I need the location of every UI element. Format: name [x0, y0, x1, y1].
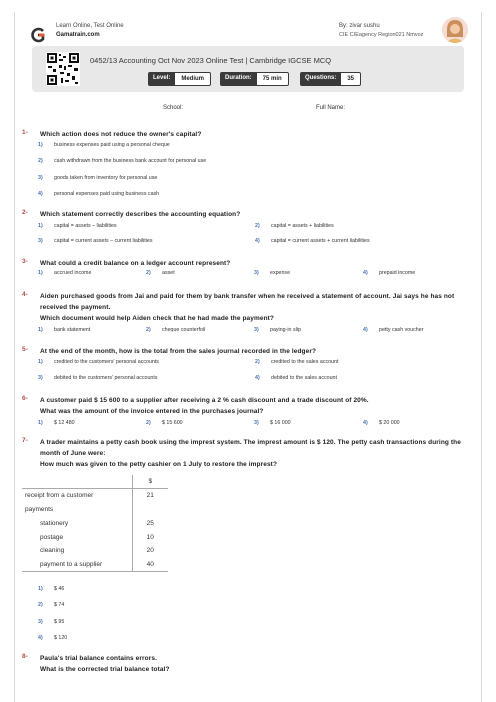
option-3[interactable] — [38, 619, 64, 625]
question-text: Which action does not reduce the owner's capital? — [40, 131, 202, 138]
option-3[interactable] — [254, 270, 290, 276]
questions-label: Questions: — [300, 72, 341, 86]
option-number: 2) — [38, 158, 43, 164]
option-text: capital = current assets – current liabilities — [54, 238, 153, 244]
question-number: 1- — [22, 129, 28, 136]
avatar — [442, 17, 468, 43]
table-row — [22, 530, 168, 544]
option-text: expense — [270, 270, 291, 276]
option-text: paying-in slip — [270, 327, 301, 333]
question-text: At the end of the month, how is the total from the sales journal recorded in the ledger? — [40, 348, 317, 355]
option-number: 1) — [38, 359, 43, 365]
table-row — [22, 489, 168, 503]
option-text: $ 74 — [54, 602, 65, 608]
question-text: Aiden purchased goods from Jai and paid for them by bank transfer when he received a statement of account. Jai says he has not received the payment. — [40, 293, 455, 311]
option-3[interactable] — [38, 238, 152, 244]
table-cell: 10 — [132, 530, 168, 544]
option-text: $ 15 600 — [162, 420, 183, 426]
table-cell: payment to a supplier — [22, 558, 132, 572]
table-cell: payments — [25, 505, 54, 513]
option-text: capital = current assets + current liabilities — [271, 238, 370, 244]
option-number: 4) — [38, 191, 43, 197]
question-subtext: How much was given to the petty cashier on 1 July to restore the imprest? — [40, 461, 278, 468]
option-text: accrued income — [54, 270, 92, 276]
qr-code-icon[interactable] — [46, 52, 80, 86]
option-text: cheque counterfoil — [162, 327, 206, 333]
option-number: 2) — [255, 359, 260, 365]
option-2[interactable] — [255, 223, 334, 229]
question-text: A trader maintains a petty cash book using the imprest system. The imprest amount is $ 120. The petty cash transactions during the month of June were: — [40, 439, 461, 457]
option-3[interactable] — [254, 420, 291, 426]
table-row — [22, 558, 168, 572]
option-1[interactable] — [38, 142, 170, 148]
option-2[interactable] — [146, 270, 175, 276]
school-field-label: School: — [163, 105, 184, 111]
table-header-cell: $ — [132, 475, 168, 489]
duration-chip — [220, 72, 289, 86]
question-subtext: What was the amount of the invoice entered in the purchases journal? — [40, 408, 264, 415]
option-text: goods taken from inventory for personal use — [54, 175, 158, 181]
questions-value: 35 — [341, 72, 361, 86]
fullname-field-label: Full Name: — [316, 105, 346, 111]
option-4[interactable] — [38, 191, 159, 197]
option-number: 1) — [38, 586, 43, 592]
option-text: $ 120 — [54, 635, 68, 641]
option-number: 1) — [38, 420, 43, 426]
table-row — [22, 544, 168, 558]
option-1[interactable] — [38, 359, 159, 365]
option-text: credited to the customers' personal accounts — [54, 359, 159, 365]
question-text: Paula's trial balance contains errors. — [40, 655, 157, 662]
option-number: 3) — [254, 270, 259, 276]
option-number: 4) — [363, 420, 368, 426]
option-number: 1) — [38, 270, 43, 276]
question-subtext: What is the corrected trial balance total? — [40, 666, 170, 673]
table-cell — [22, 475, 132, 489]
option-number: 3) — [38, 175, 43, 181]
option-number: 4) — [255, 238, 260, 244]
option-text: $ 46 — [54, 586, 65, 592]
table-cell: cleaning — [40, 547, 65, 555]
option-text: capital = assets + liabilities — [271, 223, 334, 229]
option-number: 2) — [38, 602, 43, 608]
option-3[interactable] — [38, 175, 157, 181]
table-header-row — [22, 475, 168, 489]
option-3[interactable] — [254, 327, 301, 333]
page-frame — [14, 12, 482, 702]
option-4[interactable] — [363, 327, 423, 333]
option-1[interactable] — [38, 327, 90, 333]
option-number: 3) — [38, 619, 43, 625]
option-text: $ 95 — [54, 619, 65, 625]
option-text: debited to the customers' personal accounts — [54, 375, 158, 381]
table-cell: stationery — [40, 519, 69, 527]
option-1[interactable] — [38, 420, 75, 426]
option-text: capital = assets – liabilities — [54, 223, 117, 229]
avatar-portrait-icon — [442, 17, 468, 43]
option-number: 1) — [38, 142, 43, 148]
test-title: 0452/13 Accounting Oct Nov 2023 Online Test | Cambridge IGCSE MCQ — [90, 56, 332, 65]
option-text: personal expenses paid using business cash — [54, 191, 160, 197]
option-number: 4) — [38, 635, 43, 641]
option-text: cash withdrawn from the business bank account for personal use — [54, 158, 207, 164]
question-number: 7- — [22, 437, 28, 444]
option-2[interactable] — [38, 158, 206, 164]
option-text: petty cash voucher — [379, 327, 424, 333]
table-row — [22, 503, 168, 517]
brand-site[interactable]: Gamatrain.com — [56, 32, 100, 38]
table-cell: postage — [40, 533, 64, 541]
option-4[interactable] — [38, 635, 67, 641]
option-2[interactable] — [146, 420, 183, 426]
option-text: $ 16 000 — [270, 420, 291, 426]
option-number: 2) — [146, 420, 151, 426]
question-number: 6- — [22, 395, 28, 402]
option-number: 3) — [254, 420, 259, 426]
question-text: Which statement correctly describes the accounting equation? — [40, 211, 241, 218]
option-number: 4) — [255, 375, 260, 381]
option-1[interactable] — [38, 270, 91, 276]
option-4[interactable] — [363, 270, 415, 276]
table-cell: 25 — [132, 516, 168, 530]
option-number: 2) — [255, 223, 260, 229]
option-text: bank statement — [54, 327, 91, 333]
option-number: 3) — [38, 238, 43, 244]
option-text: credited to the sales account — [271, 359, 339, 365]
duration-label: Duration: — [220, 72, 257, 86]
option-number: 4) — [363, 327, 368, 333]
option-4[interactable] — [255, 238, 370, 244]
option-2[interactable] — [255, 359, 338, 365]
level-chip — [148, 72, 211, 86]
option-1[interactable] — [38, 223, 117, 229]
level-value: Medium — [175, 72, 211, 86]
option-number: 4) — [363, 270, 368, 276]
question-number: 5- — [22, 346, 28, 353]
petty-cash-table — [22, 475, 168, 572]
option-number: 3) — [254, 327, 259, 333]
level-label: Level: — [148, 72, 175, 86]
option-2[interactable] — [38, 602, 64, 608]
option-number: 2) — [146, 270, 151, 276]
option-2[interactable] — [146, 327, 205, 333]
table-cell: receipt from a customer — [25, 492, 94, 500]
test-header — [32, 46, 464, 92]
option-text: asset — [162, 270, 175, 276]
option-number: 2) — [146, 327, 151, 333]
option-text: $ 12 480 — [54, 420, 75, 426]
option-4[interactable] — [363, 420, 400, 426]
table-cell: 40 — [132, 558, 168, 572]
gamatrain-logo-icon — [30, 27, 46, 43]
brand-tagline: Learn Online, Test Online — [56, 23, 124, 29]
author-name: By: zivar sushu — [339, 23, 380, 29]
table-cell: 20 — [132, 544, 168, 558]
question-text: What could a credit balance on a ledger account represent? — [40, 260, 231, 267]
top-bar — [16, 16, 476, 46]
option-number: 1) — [38, 223, 43, 229]
option-text: debited to the sales account — [271, 375, 337, 381]
question-number: 3- — [22, 258, 28, 265]
table-cell — [132, 503, 168, 517]
option-number: 3) — [38, 375, 43, 381]
option-text: prepaid income — [379, 270, 416, 276]
question-subtext: Which document would help Aiden check that he had made the payment? — [40, 315, 274, 322]
question-number: 2- — [22, 209, 28, 216]
option-text: business expenses paid using a personal cheque — [54, 142, 170, 148]
author-org: CIE CIEagency Region021 Nmvoz — [339, 32, 424, 38]
table-row — [22, 516, 168, 530]
question-number: 8- — [22, 653, 28, 660]
option-4[interactable] — [255, 375, 337, 381]
table-cell: 21 — [132, 489, 168, 503]
option-number: 1) — [38, 327, 43, 333]
option-3[interactable] — [38, 375, 157, 381]
questions-chip — [300, 72, 361, 86]
question-text: A customer paid $ 15 600 to a supplier after receiving a 2 % cash discount and a trade discount of 20%. — [40, 397, 369, 404]
duration-value: 75 min — [257, 72, 289, 86]
question-number: 4- — [22, 291, 28, 298]
option-1[interactable] — [38, 586, 64, 592]
option-text: $ 20 000 — [379, 420, 400, 426]
